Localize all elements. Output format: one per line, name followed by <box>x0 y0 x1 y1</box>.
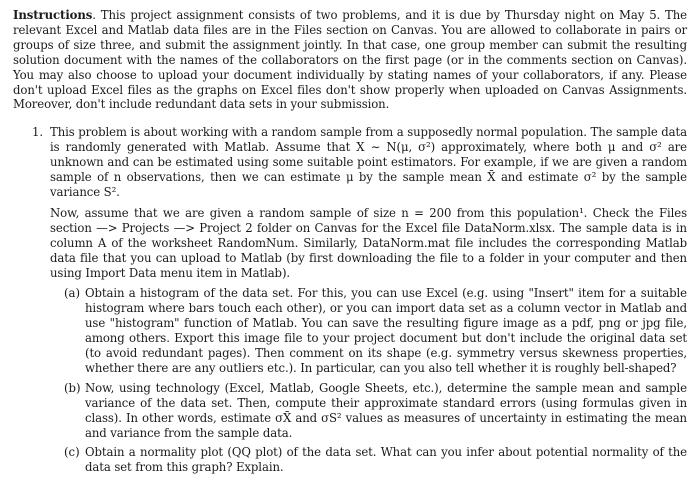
subitem-label: (c) <box>64 445 80 460</box>
subitem-b <box>50 381 687 441</box>
instructions-text: . This project assignment consists of two problems, and it is due by Thursday night on May 5. The relevant Excel and Matlab data files are in the Files section on Canvas. You are allowed to collaborate in pairs or groups of size three, and submit the assignment jointly. In that case, one group member can submit the resulting solution document with the names of the collaborators on the first page (or in the comments section on Canvas). You may also choose to upload your document individually by stating names of your collaborators, if any. Please don't upload Excel files as the graphs on Excel files don't show properly when uploaded on Canvas Assignments. Moreover, don't include redundant data sets in your submission. <box>13 8 687 112</box>
problem-number: 1. <box>32 125 44 140</box>
subitem-c <box>50 445 687 475</box>
subitem-label: (b) <box>64 380 81 395</box>
problem-1-intro: This problem is about working with a random sample from a supposedly normal population. The sample data is randomly generated with Matlab. Assume that X ∼ N(μ, σ²) approximately, where both μ and σ² are unknown and can be estimated using some suitable point estimators. For example, if we are given a random sample of n observations, then we can estimate μ by the sample mean X̄ and estimate σ² by the sample variance S². <box>50 125 687 199</box>
instructions-paragraph <box>13 8 687 112</box>
instructions-title: Instructions <box>13 8 93 22</box>
problem-1-subitems <box>50 286 687 475</box>
problem-1 <box>13 125 687 475</box>
subitem-text: Obtain a normality plot (QQ plot) of the data set. What can you infer about potential normality of the data set from this graph? Explain. <box>85 445 687 475</box>
problem-1-data-description: Now, assume that we are given a random sample of size n = 200 from this population¹. Check the Files section —> Projects —> Project 2 folder on Canvas for the Excel file DataNorm.xlsx. The sample data is in column A of the worksheet RandomNum. Similarly, DataNorm.mat file includes the corresponding Matlab data file that you can upload to Matlab (by first downloading the file to a folder in your computer and then using Import Data menu item in Matlab). <box>50 205 687 280</box>
subitem-label: (a) <box>64 286 81 301</box>
subitem-text: Now, using technology (Excel, Matlab, Google Sheets, etc.), determine the sample mean and sample variance of the data set. Then, compute their approximate standard errors (using formulas given in class). In other words, estimate σX̄ and σS² values as measures of uncertainty in estimating the mean and variance from the sample data. <box>85 380 687 440</box>
subitem-a <box>50 286 687 375</box>
subitem-text: Obtain a histogram of the data set. For this, you can use Excel (e.g. using "Insert" item for a suitable histogram where bars touch each other), or you can import data set as a column vector in Matlab and use "histogram" function of Matlab. You can save the resulting figure image as a pdf, png or jpg file, among others. Export this image file to your project document but don't include the original data set (to avoid redundant pages). Then comment on its shape (e.g. symmetry versus skewness properties, whether there are any outliers etc.). In particular, can you also tell whether it is roughly bell-shaped? <box>85 286 687 375</box>
